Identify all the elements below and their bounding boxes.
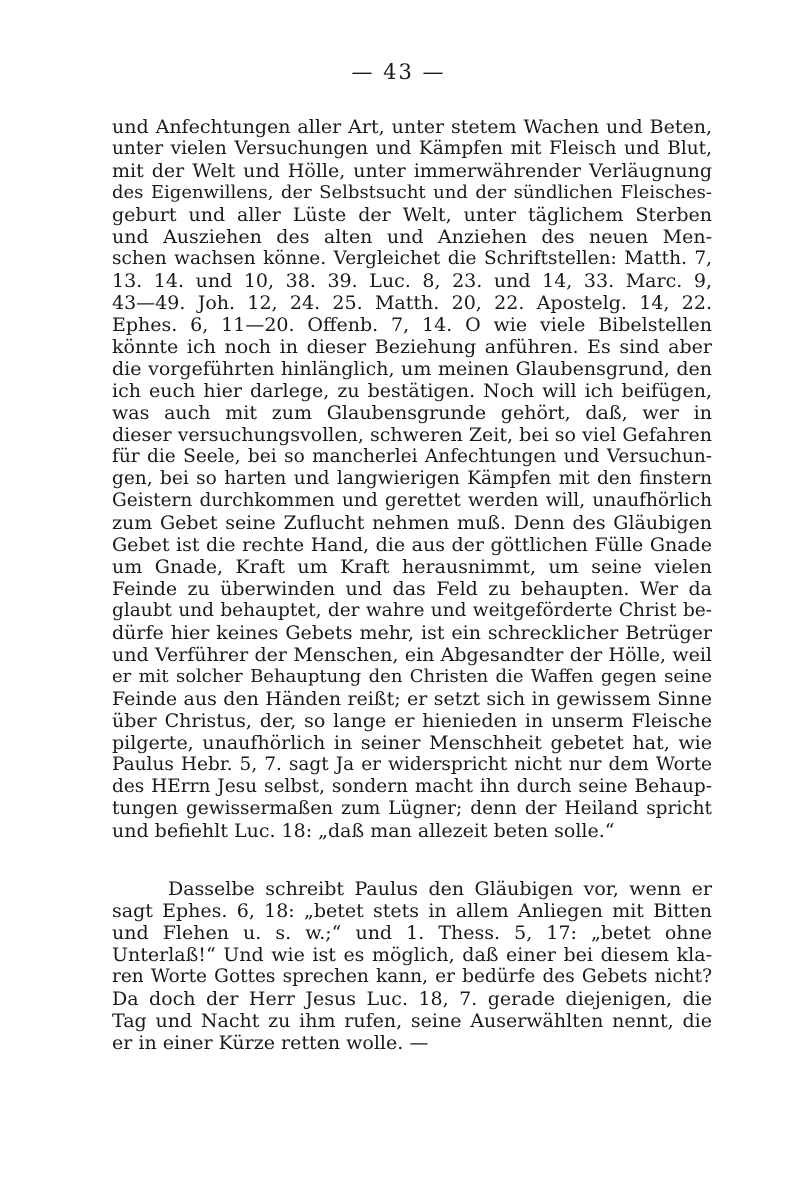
text-line: und Ausziehen des alten und Anziehen des neuen Men- [112, 226, 712, 248]
text-line: unter vielen Versuchungen und Kämpfen mit Fleisch und Blut, [112, 138, 712, 159]
text-line: schen wachsen könne. Vergleichet die Schriftstellen: Matth. 7, [112, 248, 712, 269]
text-line: des Eigenwillens, der Selbstsucht und der sündlichen Fleisches- [112, 182, 712, 203]
text-line: Tag und Nacht zu ihm rufen, seine Auserwählten nennt, die [112, 1010, 712, 1032]
text-line: er mit solcher Behauptung den Christen die Waffen gegen seine [112, 666, 712, 687]
text-line: tungen gewissermaßen zum Lügner; denn der Heiland spricht [112, 798, 712, 819]
text-line: Dasselbe schreibt Paulus den Gläubigen vor, wenn er [168, 878, 712, 900]
text-line: was auch mit zum Glaubensgrunde gehört, daß, wer in [112, 402, 712, 424]
text-line: Feinde zu überwinden und das Feld zu behaupten. Wer da [112, 578, 712, 600]
text-line: Gebet ist die rechte Hand, die aus der göttlichen Fülle Gnade [112, 534, 712, 556]
text-line: Da doch der Herr Jesus Luc. 18, 7. gerade diejenigen, die [112, 988, 712, 1010]
text-line: für die Seele, bei so mancherlei Anfechtungen und Versuchun- [112, 446, 712, 467]
text-line: glaubt und behauptet, der wahre und weitgeförderte Christ be- [112, 600, 712, 621]
text-line: die vorgeführten hinlänglich, um meinen Glaubensgrund, den [112, 358, 712, 380]
text-line: Ephes. 6, 11—20. Offenb. 7, 14. O wie viele Bibelstellen [112, 314, 712, 336]
page-number: — 43 — [351, 60, 446, 84]
text-line: geburt und aller Lüste der Welt, unter täglichem Sterben [112, 204, 712, 226]
text-line: ich euch hier darlege, zu bestätigen. Noch will ich beifügen, [112, 380, 712, 402]
text-line: Unterlaß!“ Und wie ist es möglich, daß einer bei diesem kla- [112, 944, 712, 966]
text-line: dieser versuchungsvollen, schweren Zeit, bei so viel Gefahren [112, 424, 712, 446]
text-line: sagt Ephes. 6, 18: „betet stets in allem Anliegen mit Bitten [112, 900, 712, 922]
text-line: und befiehlt Luc. 18: „daß man allezeit beten solle.“ [112, 820, 615, 842]
text-line: er in einer Kürze retten wolle. — [112, 1032, 429, 1054]
text-line: zum Gebet seine Zuflucht nehmen muß. Denn des Gläubigen [112, 512, 712, 534]
text-line: pilgerte, unaufhörlich in seiner Menschheit gebetet hat, wie [112, 732, 712, 754]
text-line: ren Worte Gottes sprechen kann, er bedürfe des Gebets nicht? [112, 966, 712, 987]
text-line: und Flehen u. s. w.;“ und 1. Thess. 5, 17: „betet ohne [112, 922, 712, 944]
text-line: Paulus Hebr. 5, 7. sagt Ja er widerspricht nicht nur dem Worte [112, 754, 712, 775]
text-line: über Christus, der, so lange er hienieden in unserm Fleische [112, 710, 712, 732]
text-line: des HErrn Jesu selbst, sondern macht ihn durch seine Behaup- [112, 776, 712, 797]
text-line: um Gnade, Kraft um Kraft herausnimmt, um seine vielen [112, 556, 712, 578]
text-line: könnte ich noch in dieser Beziehung anführen. Es sind aber [112, 336, 712, 358]
text-line: Geistern durchkommen und gerettet werden will, unaufhörlich [112, 490, 712, 511]
text-line: und Anfechtungen aller Art, unter stetem Wachen und Beten, [112, 116, 712, 138]
text-line: 43—49. Joh. 12, 24. 25. Matth. 20, 22. Apostelg. 14, 22. [112, 292, 712, 314]
text-line: 13. 14. und 10, 38. 39. Luc. 8, 23. und 14, 33. Marc. 9, [112, 270, 712, 292]
text-line: mit der Welt und Hölle, unter immerwährender Verläugnung [112, 160, 712, 182]
text-line: Feinde aus den Händen reißt; er setzt sich in gewissem Sinne [112, 688, 712, 710]
text-line: gen, bei so harten und langwierigen Kämpfen mit den finstern [112, 468, 712, 489]
text-line: und Verführer der Menschen, ein Abgesandter der Hölle, weil [112, 644, 712, 666]
text-line: dürfe hier keines Gebets mehr, ist ein schrecklicher Betrüger [112, 622, 712, 644]
